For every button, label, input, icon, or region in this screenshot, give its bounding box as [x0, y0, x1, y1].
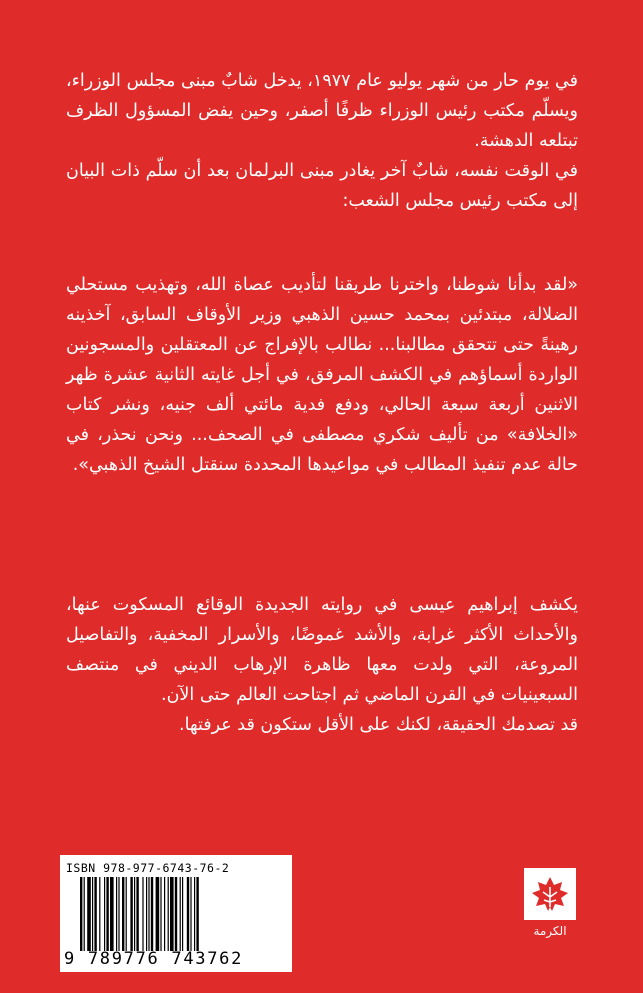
- summary-paragraph-2: قد تصدمك الحقيقة، لكنك على الأقل ستكون قد عرفتها.: [179, 715, 578, 735]
- quote-section: [66, 270, 578, 480]
- logo-box: [524, 868, 576, 920]
- isbn-text: ISBN 978-977-6743-76-2: [66, 861, 230, 875]
- intro-paragraph-1: في يوم حار من شهر يوليو عام ١٩٧٧، يدخل شابٌ مبنى مجلس الوزراء، ويسلّم مكتب رئيس الوزراء ظرفًا أصفر، وحين يفض المسؤول الظرف تبتلعه الدهشة.: [66, 71, 578, 151]
- publisher-name: الكرمة: [533, 924, 567, 938]
- summary-paragraph-1: يكشف إبراهيم عيسى في روايته الجديدة الوقائع المسكوت عنها، والأحداث الأكثر غرابة، والأشد غموضًا، والأسرار المخفية، والتفاصيل المروعة، التي ولدت معها ظاهرة الإرهاب الديني في منتصف السبعينيات في القرن الماضي ثم اجتاحت العالم حتى الآن.: [66, 595, 578, 705]
- isbn-barcode: [60, 855, 292, 972]
- intro-section: [66, 66, 578, 216]
- publisher-logo: [524, 868, 576, 964]
- barcode-bars: [80, 877, 284, 951]
- grape-leaf-icon: [529, 873, 571, 915]
- intro-paragraph-2: في الوقت نفسه، شابٌ آخر يغادر مبنى البرلمان بعد أن سلّم ذات البيان إلى مكتب رئيس مجلس الشعب:: [66, 161, 578, 211]
- ean-digits: 9 789776 743762: [64, 949, 244, 969]
- quote-text: «لقد بدأنا شوطنا، واخترنا طريقنا لتأديب عصاة الله، وتهذيب مستحلي الضلالة، مبتدئين بمحمد حسين الذهبي وزير الأوقاف السابق، آخذينه رهينةً حتى تتحقق مطالبنا... نطالب بالإفراج عن المعتقلين والمسجونين الواردة أسماؤهم في الكشف المرفق، في أجل غايته الثانية عشرة ظهر الاثنين أربعة سبعة الحالي، ودفع فدية مائتي ألف جنيه، ونشر كتاب «الخلافة» من تأليف شكري مصطفى في الصحف... ونحن نحذر، في حالة عدم تنفيذ المطالب في مواعيدها المحددة سنقتل الشيخ الذهبي».: [66, 275, 578, 475]
- summary-section: [66, 590, 578, 740]
